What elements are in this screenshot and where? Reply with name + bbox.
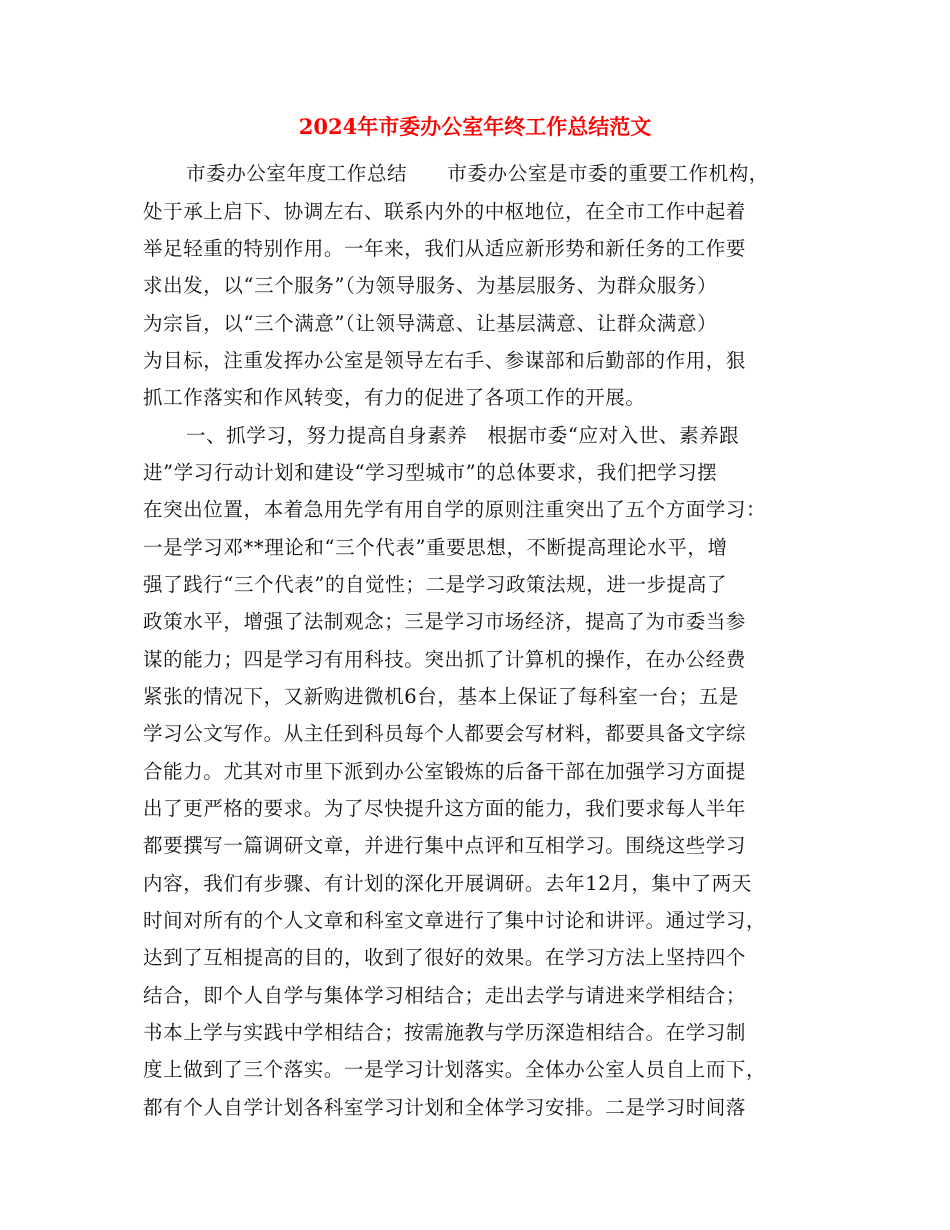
paragraph-line: 强了践行“三个代表”的自觉性；二是学习政策法规，进一步提高了	[143, 573, 727, 596]
paragraph-line: 都要撰写一篇调研文章，并进行集中点评和互相学习。围绕这些学习	[143, 834, 747, 857]
paragraph-line: 一、抓学习，努力提高自身素养 根据市委“应对入世、素养跟	[186, 424, 740, 447]
paragraph-line: 度上做到了三个落实。一是学习计划落实。全体办公室人员自上而下，	[143, 1058, 767, 1081]
paragraph-line: 处于承上启下、协调左右、联系内外的中枢地位，在全市工作中起着	[143, 200, 747, 223]
paragraph-line: 都有个人自学计划各科室学习计划和全体学习安排。二是学习时间落	[143, 1096, 747, 1119]
paragraph-line: 举足轻重的特别作用。一年来，我们从适应新形势和新任务的工作要	[143, 237, 747, 260]
paragraph-line: 合能力。尤其对市里下派到办公室锻炼的后备干部在加强学习方面提	[143, 760, 747, 783]
paragraph-line: 抓工作落实和作风转变，有力的促进了各项工作的开展。	[143, 386, 646, 409]
paragraph-line: 达到了互相提高的目的，收到了很好的效果。在学习方法上坚持四个	[143, 946, 747, 969]
paragraph-line: 时间对所有的个人文章和科室文章进行了集中讨论和讲评。通过学习，	[143, 909, 767, 932]
paragraph-line: 求出发，以“三个服务”（为领导服务、为基层服务、为群众服务）	[143, 274, 718, 297]
paragraph-line: 市委办公室年度工作总结 市委办公室是市委的重要工作机构，	[186, 162, 769, 185]
paragraph-line: 在突出位置，本着急用先学有用自学的原则注重突出了五个方面学习：	[143, 498, 767, 521]
paragraph-line: 学习公文写作。从主任到科员每个人都要会写材料，都要具备文字综	[143, 722, 747, 745]
paragraph-line: 为目标，注重发挥办公室是领导左右手、参谋部和后勤部的作用，狠	[143, 349, 747, 372]
paragraph-line: 谋的能力；四是学习有用科技。突出抓了计算机的操作，在办公经费	[143, 648, 747, 671]
paragraph-line: 政策水平，增强了法制观念；三是学习市场经济，提高了为市委当参	[143, 610, 747, 633]
paragraph-line: 进”学习行动计划和建设“学习型城市”的总体要求，我们把学习摆	[143, 461, 718, 484]
paragraph-line: 结合，即个人自学与集体学习相结合；走出去学与请进来学相结合；	[143, 984, 747, 1007]
paragraph-line: 书本上学与实践中学相结合；按需施教与学历深造相结合。在学习制	[143, 1021, 747, 1044]
document-title: 2024年市委办公室年终工作总结范文	[298, 114, 652, 139]
paragraph-line: 为宗旨，以“三个满意”（让领导满意、让基层满意、让群众满意）	[143, 312, 718, 335]
paragraph-line: 一是学习邓**理论和“三个代表”重要思想，不断提高理论水平，增	[143, 536, 728, 559]
paragraph-line: 紧张的情况下，又新购进微机6台，基本上保证了每科室一台；五是	[143, 685, 739, 708]
paragraph-line: 出了更严格的要求。为了尽快提升这方面的能力，我们要求每人半年	[143, 797, 747, 820]
paragraph-line: 内容，我们有步骤、有计划的深化开展调研。去年12月，集中了两天	[143, 872, 752, 895]
